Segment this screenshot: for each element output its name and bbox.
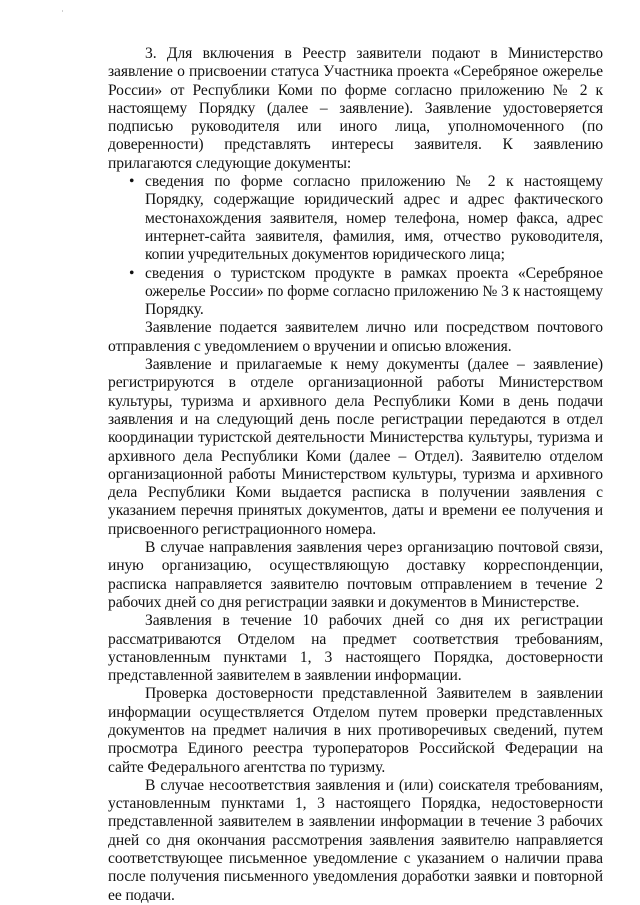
paragraph-noncompliance: В случае несоответствия заявления и (или) соискателя требованиям, установленным пунктами 1, 3 настоящего Порядка, недостоверности представленной заявителем в заявлении информации в течение 3 рабочих дней со дня окончания рассмотрения заявления заявителю направляется соответствующее письменное уведомление с указанием о наличии права после получения письменного уведомления доработки заявки и повторной ее подачи.	[108, 776, 603, 904]
list-item	[108, 173, 603, 264]
list-item-text: сведения о туристском продукте в рамках проекта «Серебряное ожерелье России» по форме согласно приложению № 3 к настоящему Порядку.	[145, 264, 603, 319]
document-body	[108, 45, 603, 905]
paragraph-review: Заявления в течение 10 рабочих дней со дня их регистрации рассматриваются Отделом на предмет соответствия требованиям, установленным пунктами 1, 3 настоящего Порядка, достоверности представленной заявителем в заявлении информации.	[108, 612, 603, 685]
list-item	[108, 265, 603, 320]
bullet-icon: •	[129, 173, 135, 191]
paragraph-postal: В случае направления заявления через организацию почтовой связи, иную организацию, осуществляющую доставку корреспонденции, расписка направляется заявителю почтовым отправлением в течение 2 рабочих дней со дня регистрации заявки и документов в Министерстве.	[108, 539, 603, 611]
scan-artifact	[62, 10, 63, 12]
list-item-text: сведения по форме согласно приложению № 2 к настоящему Порядку, содержащие юридический адрес и адрес фактического местонахождения заявителя, номер телефона, номер факса, адрес интернет-сайта заявителя, фамилия, имя, отчество руководителя, копии учредительных документов юридического лица;	[145, 173, 603, 264]
paragraph-verification: Проверка достоверности представленной Заявителем в заявлении информации осуществляется Отделом путем проверки представленных документов на предмет наличия в них противоречивых сведений, путем просмотра Единого реестра туроператоров Российской Федерации на сайте Федерального агентства по туризму.	[108, 685, 603, 776]
bullet-icon: •	[129, 264, 135, 282]
paragraph-registration: Заявление и прилагаемые к нему документы (далее – заявление) регистрируются в отделе организационной работы Министерством культуры, туризма и архивного дела Республики Коми в день подачи заявления и на следующий день после регистрации передаются в отдел координации туристской деятельности Министерства культуры, туризма и архивного дела Республики Коми (далее – Отдел). Заявителю отделом организационной работы Министерством культуры, туризма и архивного дела Республики Коми выдается расписка в получении заявления с указанием перечня принятых документов, даты и времени ее получения и присвоенного регистрационного номера.	[108, 356, 603, 538]
paragraph-submission: Заявление подается заявителем лично или посредством почтового отправления с уведомлением о вручении и описью вложения.	[108, 319, 603, 355]
paragraph-3: 3. Для включения в Реестр заявители подают в Министерство заявление о присвоении статуса Участника проекта «Серебряное ожерелье России» от Республики Коми по форме согласно приложению № 2 к настоящему Порядку (далее – заявление). Заявление удостоверяется подписью руководителя или иного лица, уполномоченного (по доверенности) представлять интересы заявителя. К заявлению прилагаются следующие документы:	[108, 45, 603, 172]
required-documents-list	[108, 173, 603, 319]
